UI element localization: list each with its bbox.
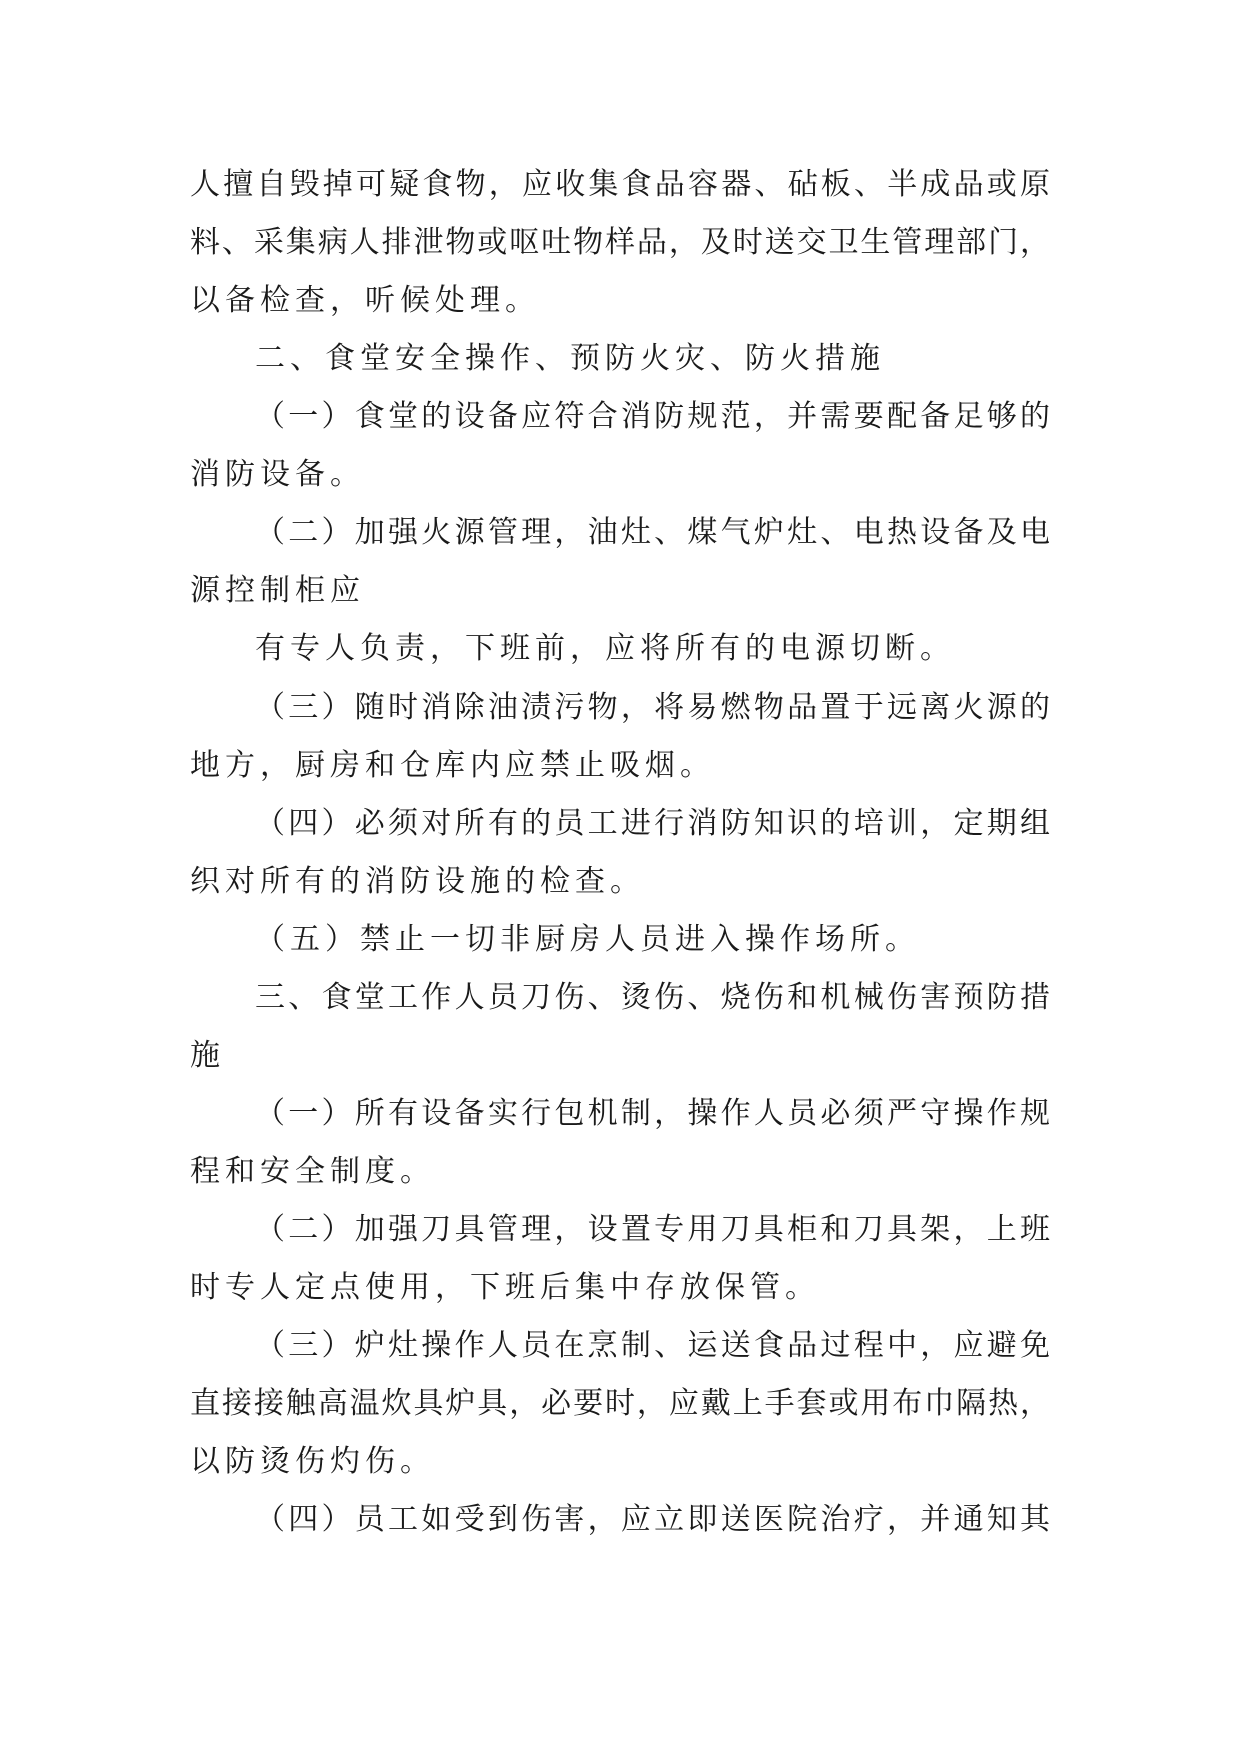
text-line: 有专人负责，下班前，应将所有的电源切断。 [255, 631, 955, 666]
text-line: （一）所有设备实行包机制，操作人员必须严守操作规 [255, 1096, 1050, 1131]
text-line: 直接接触高温炊具炉具，必要时，应戴上手套或用布巾隔热， [190, 1386, 1050, 1421]
text-line: （二）加强刀具管理，设置专用刀具柜和刀具架，上班 [255, 1212, 1050, 1247]
text-line: 施 [190, 1038, 225, 1073]
text-line: （四）必须对所有的员工进行消防知识的培训，定期组 [255, 806, 1050, 841]
text-line: 程和安全制度。 [190, 1154, 435, 1189]
text-line: 时专人定点使用，下班后集中存放保管。 [190, 1270, 820, 1305]
section-heading: 三、食堂工作人员刀伤、烫伤、烧伤和机械伤害预防措 [255, 980, 1050, 1015]
text-line: （一）食堂的设备应符合消防规范，并需要配备足够的 [255, 399, 1050, 434]
text-line: 料、采集病人排泄物或呕吐物样品，及时送交卫生管理部门， [190, 225, 1050, 260]
text-line: 源控制柜应 [190, 573, 365, 608]
section-heading: 二、食堂安全操作、预防火灾、防火措施 [255, 341, 885, 376]
text-line: （二）加强火源管理，油灶、煤气炉灶、电热设备及电 [255, 515, 1050, 550]
text-line: （四）员工如受到伤害，应立即送医院治疗，并通知其 [255, 1502, 1050, 1537]
text-line: （三）炉灶操作人员在烹制、运送食品过程中，应避免 [255, 1328, 1050, 1363]
text-line: 地方，厨房和仓库内应禁止吸烟。 [190, 748, 715, 783]
text-line: 以防烫伤灼伤。 [190, 1444, 435, 1479]
text-line: （五）禁止一切非厨房人员进入操作场所。 [255, 922, 920, 957]
text-line: 织对所有的消防设施的检查。 [190, 864, 645, 899]
text-line: （三）随时消除油渍污物，将易燃物品置于远离火源的 [255, 690, 1050, 725]
text-line: 人擅自毁掉可疑食物，应收集食品容器、砧板、半成品或原 [190, 167, 1050, 202]
text-line: 以备检查，听候处理。 [190, 283, 540, 318]
text-line: 消防设备。 [190, 457, 365, 492]
